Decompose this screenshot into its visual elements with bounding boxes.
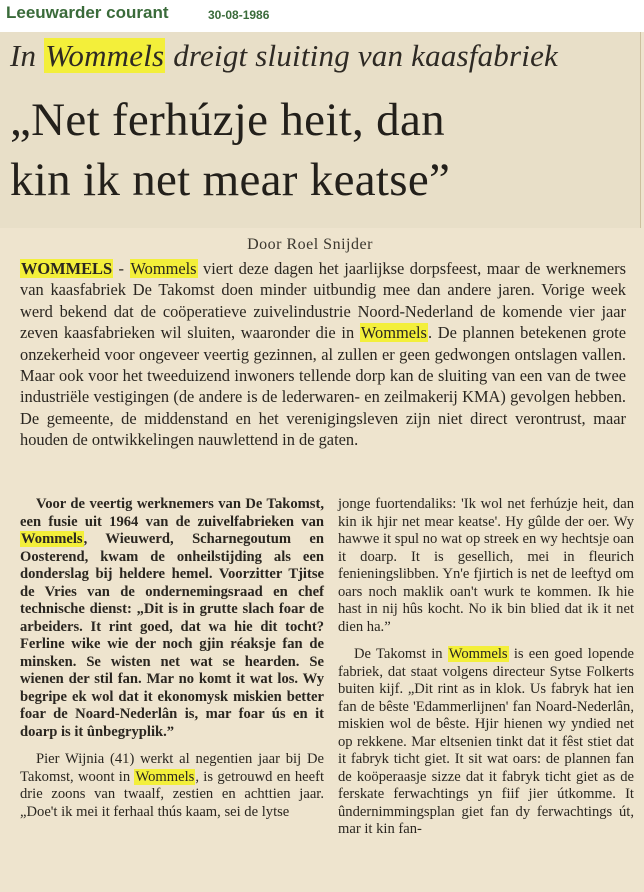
col1-p1-before: Voor de veertig werknemers van De Takomst, een fusie uit 1964 van de zuivelfabrieken van [20,496,324,530]
col2-p2-after: is een goed lopende fabriek, dat staat volgens directeur Sytse Folkerts buiten kijf. „Dit rint as in klok. Us fabryk hat ien fan de bêste 'Edammerlijnen' fan Noard-Nederlân, miskien wol de bêste. Hjir hienen wy yndied net op rekkene. Mar eltsenien tinkt dat it fêst stiet dat it fabryk ticht giet. It sit wat oars: de plannen fan de koöperaasje sizze dat it fabryk ticht giet as de ferskate ferwachtings yn fiif jier útkomme. It ûndernimmingsplan giet fan dy ferwachtings út, mar it kin fan- [338,646,634,837]
headline [10,90,634,210]
newspaper-name: Leeuwarder courant [6,3,169,22]
lead-text-2: . De plannen betekenen grote onzekerheid voor ongeveer veertig gezinnen, al zullen er geen gedwongen ontslagen vallen. Maar ook voor het tweeduizend inwoners tellende dorp kan de sluiting van een van de twee industriële vestigingen (de andere is de lederwaren- en zeilmakerij KMA) gevolgen hebben. De gemeente, de middenstand en het verenigingsleven zijn niet direct verontrust, maar houden de ontwikkelingen nauwlettend in de gaten. [20,323,626,450]
col1-p2-before: Pier Wijnia (41) werkt al negentien jaar bij De Takomst, woont in [20,751,324,785]
col1-p1-place: Wommels [21,531,83,547]
body-columns [20,496,634,892]
column-right [338,496,634,839]
col1-paragraph-1 [20,496,324,741]
col1-paragraph-2 [20,751,324,821]
dateline: WOMMELS [21,259,113,278]
byline: Door Roel Snijder [247,236,373,253]
lead-place-2: Wommels [360,323,427,343]
dateline-dash: - [113,259,130,278]
headline-line-2: kin ik net mear keatse” [10,154,451,206]
lead-text-1: viert deze dagen het jaarlijkse dorpsfeest, maar de werknemers van kaasfabriek De Takomst doen minder uitbundig mee dan andere jaren. Vorige week werd bekend dat de coöperatieve zuivelindustrie Noord-Nederland de komende vier jaar zeven kaasfabrieken wil sluiten, waaronder die in [20,259,627,343]
newspaper-clipping [0,32,644,892]
headline-block [0,32,641,228]
col2-p2-place: Wommels [448,646,508,662]
lead-place: Wommels [130,259,197,278]
headline-line-1: „Net ferhúzje heit, dan [10,94,445,146]
publication-date: 30-08-1986 [208,8,270,22]
col2-paragraph-1: jonge fuortendaliks: 'Ik wol net ferhúzje heit, dan kin ik hjir net mear keatse'. Hy gûlde der oer. Wy hawwe it spul no wat op streek en wy hechtsje oan it doarp. It is gesellich, mei in fleurich fenieningslibben. Yn'e fjirtich is net de leeftyd om oars noch maklik oan't wurk te kommen. Ik hie hast in nij hûs kocht. No ik bin blied dat ik it net dien ha.” [338,496,634,635]
source-header [0,0,644,32]
kicker-before: In [10,38,45,73]
column-left [20,496,324,821]
lead-paragraph [20,258,626,451]
col1-p1-after: , Wieuwerd, Scharnegoutum en Oosterend, kwam de onheilstijding als een donderslag bij heldere hemel. Voorzitter Tjitse de Vries van de ondernemingsraad en chef technische dienst: „Dit is in grutte slach foar de arbeiders. It rint goed, dat wa hie dit tocht? Ferline wike wie der noch gjin réaksje fan de minsken. Se wisten net wat se hearden. Se wienen der stil fan. Mar no komt it wat los. Wy begripe ek wol dat it ekonomysk miskien better foar de Noard-Nederlân is, mar foar ús en it doarp is it ûnbegryplik.” [20,531,324,740]
col2-p2-before: De Takomst in [354,646,448,662]
kicker-highlight: Wommels [45,38,165,73]
kicker-after: dreigt sluiting van kaasfabriek [165,38,558,73]
col2-paragraph-2 [338,646,634,839]
kicker [10,38,634,74]
col1-p2-place: Wommels [135,768,195,785]
col1-p2-after: , is getrouwd en heeft drie zoons van twaalf, zestien en achttien jaar. „Doe't ik mei it ferhaal thús kaam, sei de lytse [20,768,324,820]
